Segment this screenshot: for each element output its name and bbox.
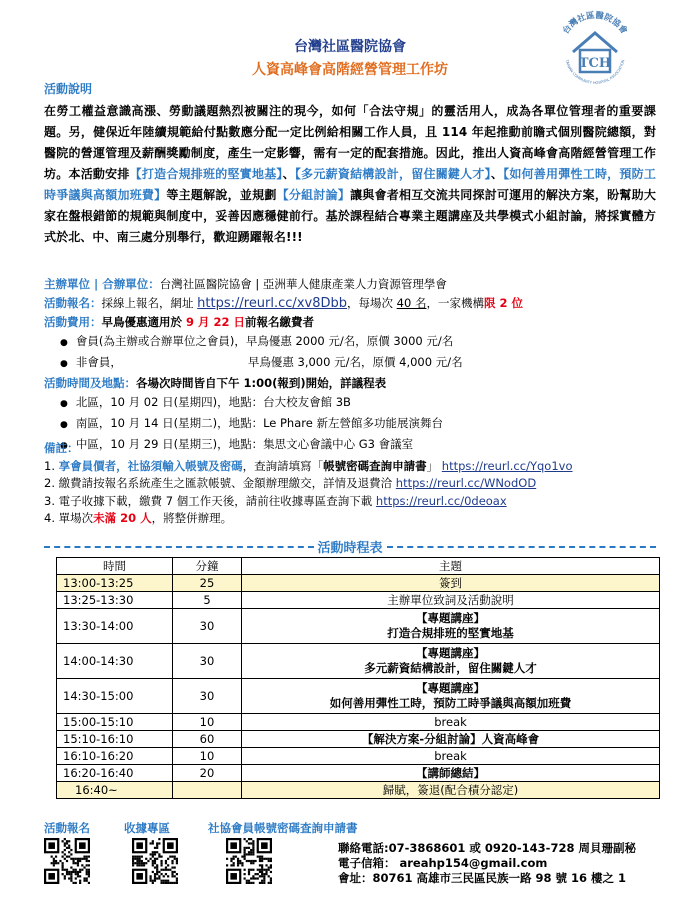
org-name: 台灣社區醫院協會 [294, 39, 406, 55]
schedule-time: 13:30-14:00 [57, 609, 173, 644]
topic-title: 簽到 [439, 576, 462, 590]
schedule-time: 13:00-13:25 [57, 575, 173, 592]
receipt-link[interactable]: https://reurl.cc/0deoax [375, 493, 507, 508]
note-1: 1. 享會員價者，社協須輸入帳號及密碼，查詢請填寫「帳號密碼查詢申請書」 https://reurl.cc/Yqo1vo [44, 458, 573, 473]
schedule-topic [242, 731, 660, 748]
schedule-minutes: 25 [173, 575, 242, 592]
col-topic: 主題 [242, 558, 660, 575]
schedule-topic [242, 782, 660, 799]
schedule-topic [242, 765, 660, 782]
schedule-minutes: 20 [173, 765, 242, 782]
schedule-time: 14:00-14:30 [57, 644, 173, 679]
note-2: 2. 繳費請按報名系統產生之匯款帳號、金額辦理繳交，詳情及退費洽 https://reurl.cc/WNodOD [44, 476, 537, 490]
schedule-minutes: 60 [173, 731, 242, 748]
qr-label-account: 社協會員帳號密碼查詢申請書 [208, 821, 358, 835]
notes-title: 備註： [44, 441, 79, 455]
schedule-minutes: 10 [173, 748, 242, 765]
contact-address: 會址：80761 高雄市三民區民族一路 98 號 16 樓之 1 [338, 871, 627, 885]
contact-info [338, 841, 636, 886]
qr-code-account[interactable] [226, 838, 272, 884]
topic-title: 歸賦，簽退(配合積分認定) [382, 783, 519, 797]
contact-email: 電子信箱： areahp154@gmail.com [338, 856, 548, 870]
registration-line: 活動報名：採線上報名，網址 https://reurl.cc/xv8Dbb，每場次 40 名，一家機構限 2 位 [44, 296, 523, 311]
schedule-minutes: 5 [173, 592, 242, 609]
schedule-row [57, 748, 660, 765]
schedule-title: 活動時程表 [317, 541, 383, 556]
schedule-table [56, 557, 660, 799]
topic-title: break [434, 749, 467, 763]
schedule-row [57, 679, 660, 714]
account-form-link[interactable]: https://reurl.cc/Yqo1vo [441, 458, 573, 473]
schedule-time: 13:25-13:30 [57, 592, 173, 609]
schedule-topic [242, 609, 660, 644]
schedule-time: 15:10-16:10 [57, 731, 173, 748]
payment-info-link[interactable]: https://reurl.cc/WNodOD [395, 476, 537, 490]
svg-text:台灣社區醫院協會: 台灣社區醫院協會 [561, 10, 629, 37]
fee-nonmember: ● 非會員， 早鳥優惠 3,000 元/名，原價 4,000 元/名 [44, 353, 664, 374]
venue-south: ● 南區，10 月 14 日(星期二)，地點：Le Phare 新左營館多功能展演舞台 [44, 414, 664, 435]
schedule-topic [242, 679, 660, 714]
schedule-topic [242, 748, 660, 765]
venue-central: ● 中區，10 月 29 日(星期三)，地點：集思文心會議中心 G3 會議室 [44, 435, 664, 456]
schedule-row [57, 714, 660, 731]
contact-phone: 聯絡電話:07-3868601 或 0920-143-728 周貝珊副秘 [338, 841, 636, 855]
schedule-topic [242, 714, 660, 731]
topic-title: 【專題講座】 [416, 611, 485, 625]
topic-title: 【專題講座】 [416, 646, 485, 660]
schedule-minutes: 30 [173, 609, 242, 644]
topic-subtitle: 多元薪資結構設計，留住關鍵人才 [364, 661, 537, 675]
schedule-topic [242, 592, 660, 609]
topic-title: break [434, 715, 467, 729]
organizer-line: 主辦單位 | 合辦單位：台灣社區醫院協會 | 亞洲華人健康產業人力資源管理學會 [44, 277, 447, 291]
schedule-time: 14:30-15:00 [57, 679, 173, 714]
topic-title: 【解決方案-分組討論】人資高峰會 [361, 732, 540, 746]
fee-member: ● 會員(為主辦或合辦單位之會員)，早鳥優惠 2000 元/名，原價 3000 元/名 [44, 332, 664, 353]
qr-label-registration: 活動報名 [44, 821, 90, 835]
notes [44, 440, 684, 528]
fee-line: 活動費用：早鳥優惠適用於 9 月 22 日前報名繳費者 [44, 315, 315, 329]
schedule-minutes [173, 782, 242, 799]
schedule-row [57, 609, 660, 644]
schedule-heading [44, 537, 656, 556]
schedule-time: 16:20-16:40 [57, 765, 173, 782]
venue-north: ● 北區，10 月 02 日(星期四)，地點：台大校友會館 3B [44, 393, 664, 414]
schedule-minutes: 10 [173, 714, 242, 731]
col-minutes: 分鐘 [173, 558, 242, 575]
schedule-row [57, 731, 660, 748]
qr-label-receipt: 收據專區 [124, 821, 170, 835]
event-name: 人資高峰會高階經營管理工作坊 [252, 62, 448, 78]
schedule-topic [242, 644, 660, 679]
schedule-row [57, 592, 660, 609]
schedule-row [57, 782, 660, 799]
note-3: 3. 電子收據下載，繳費 7 個工作天後，請前往收據專區查詢下載 https://reurl.cc/0deoax [44, 493, 507, 508]
schedule-row [57, 644, 660, 679]
col-time: 時間 [57, 558, 173, 575]
qr-code-registration[interactable] [44, 838, 90, 884]
schedule-time: 16:40~ [57, 782, 173, 799]
schedule-time: 16:10-16:20 [57, 748, 173, 765]
topic-title: 【專題講座】 [416, 681, 485, 695]
association-logo [553, 8, 637, 92]
intro-title: 活動說明 [44, 82, 93, 96]
footer-labels [44, 820, 358, 836]
time-line: 活動時間及地點：各場次時間皆自下午 1:00(報到)開始，詳議程表 [44, 376, 387, 390]
schedule-row [57, 575, 660, 592]
registration-link[interactable]: https://reurl.cc/xv8Dbb [197, 296, 347, 311]
schedule-row [57, 765, 660, 782]
topic-title: 主辦單位致詞及活動說明 [387, 593, 514, 607]
schedule-minutes: 30 [173, 679, 242, 714]
schedule-time: 15:00-15:10 [57, 714, 173, 731]
note-4: 4. 單場次未滿 20 人，將整併辦理。 [44, 511, 233, 525]
svg-text:TAIWAN COMMUNITY HOSPITAL ASSO: TAIWAN COMMUNITY HOSPITAL ASSOCIATION [564, 59, 626, 86]
event-info [44, 275, 664, 456]
schedule-topic [242, 575, 660, 592]
topic-title: 【講師總結】 [416, 766, 485, 780]
topic-subtitle: 如何善用彈性工時，預防工時爭議與高額加班費 [329, 696, 572, 710]
schedule-minutes: 30 [173, 644, 242, 679]
intro-paragraph: 在勞工權益意識高漲、勞動議題熱烈被關注的現今，如何「合法守規」的靈活用人，成為各單位管理者的重要課題。另，健保近年陸續規範給付點數應分配一定比例給相關工作人員，且 114 年起推動前瞻式個別醫院總額，對醫院的營運管理及薪酬獎勵制度，產生一定影響，需有一定的配套措施。因此，推出人資高峰會高階經營管理工作坊。本活動安排【打造合規排班的堅實地基】、【多元薪資結構設計，留住關鍵人才】、【如何善用彈性工時，預防工時爭議與高額加班費】等主題解說，並規劃【分組討論】讓與會者相互交流共同探討可運用的解決方案，盼幫助大家在盤根錯節的規範與制度中，妥善因應穩健前行。基於課程結合專業主題講座及共學模式小組討論，將採實體方式於北、中、南三處分別舉行，歡迎踴躍報名!!! [44, 104, 656, 244]
svg-text:TCH: TCH [578, 56, 612, 71]
topic-subtitle: 打造合規排班的堅實地基 [387, 626, 514, 640]
qr-code-receipt[interactable] [132, 838, 178, 884]
